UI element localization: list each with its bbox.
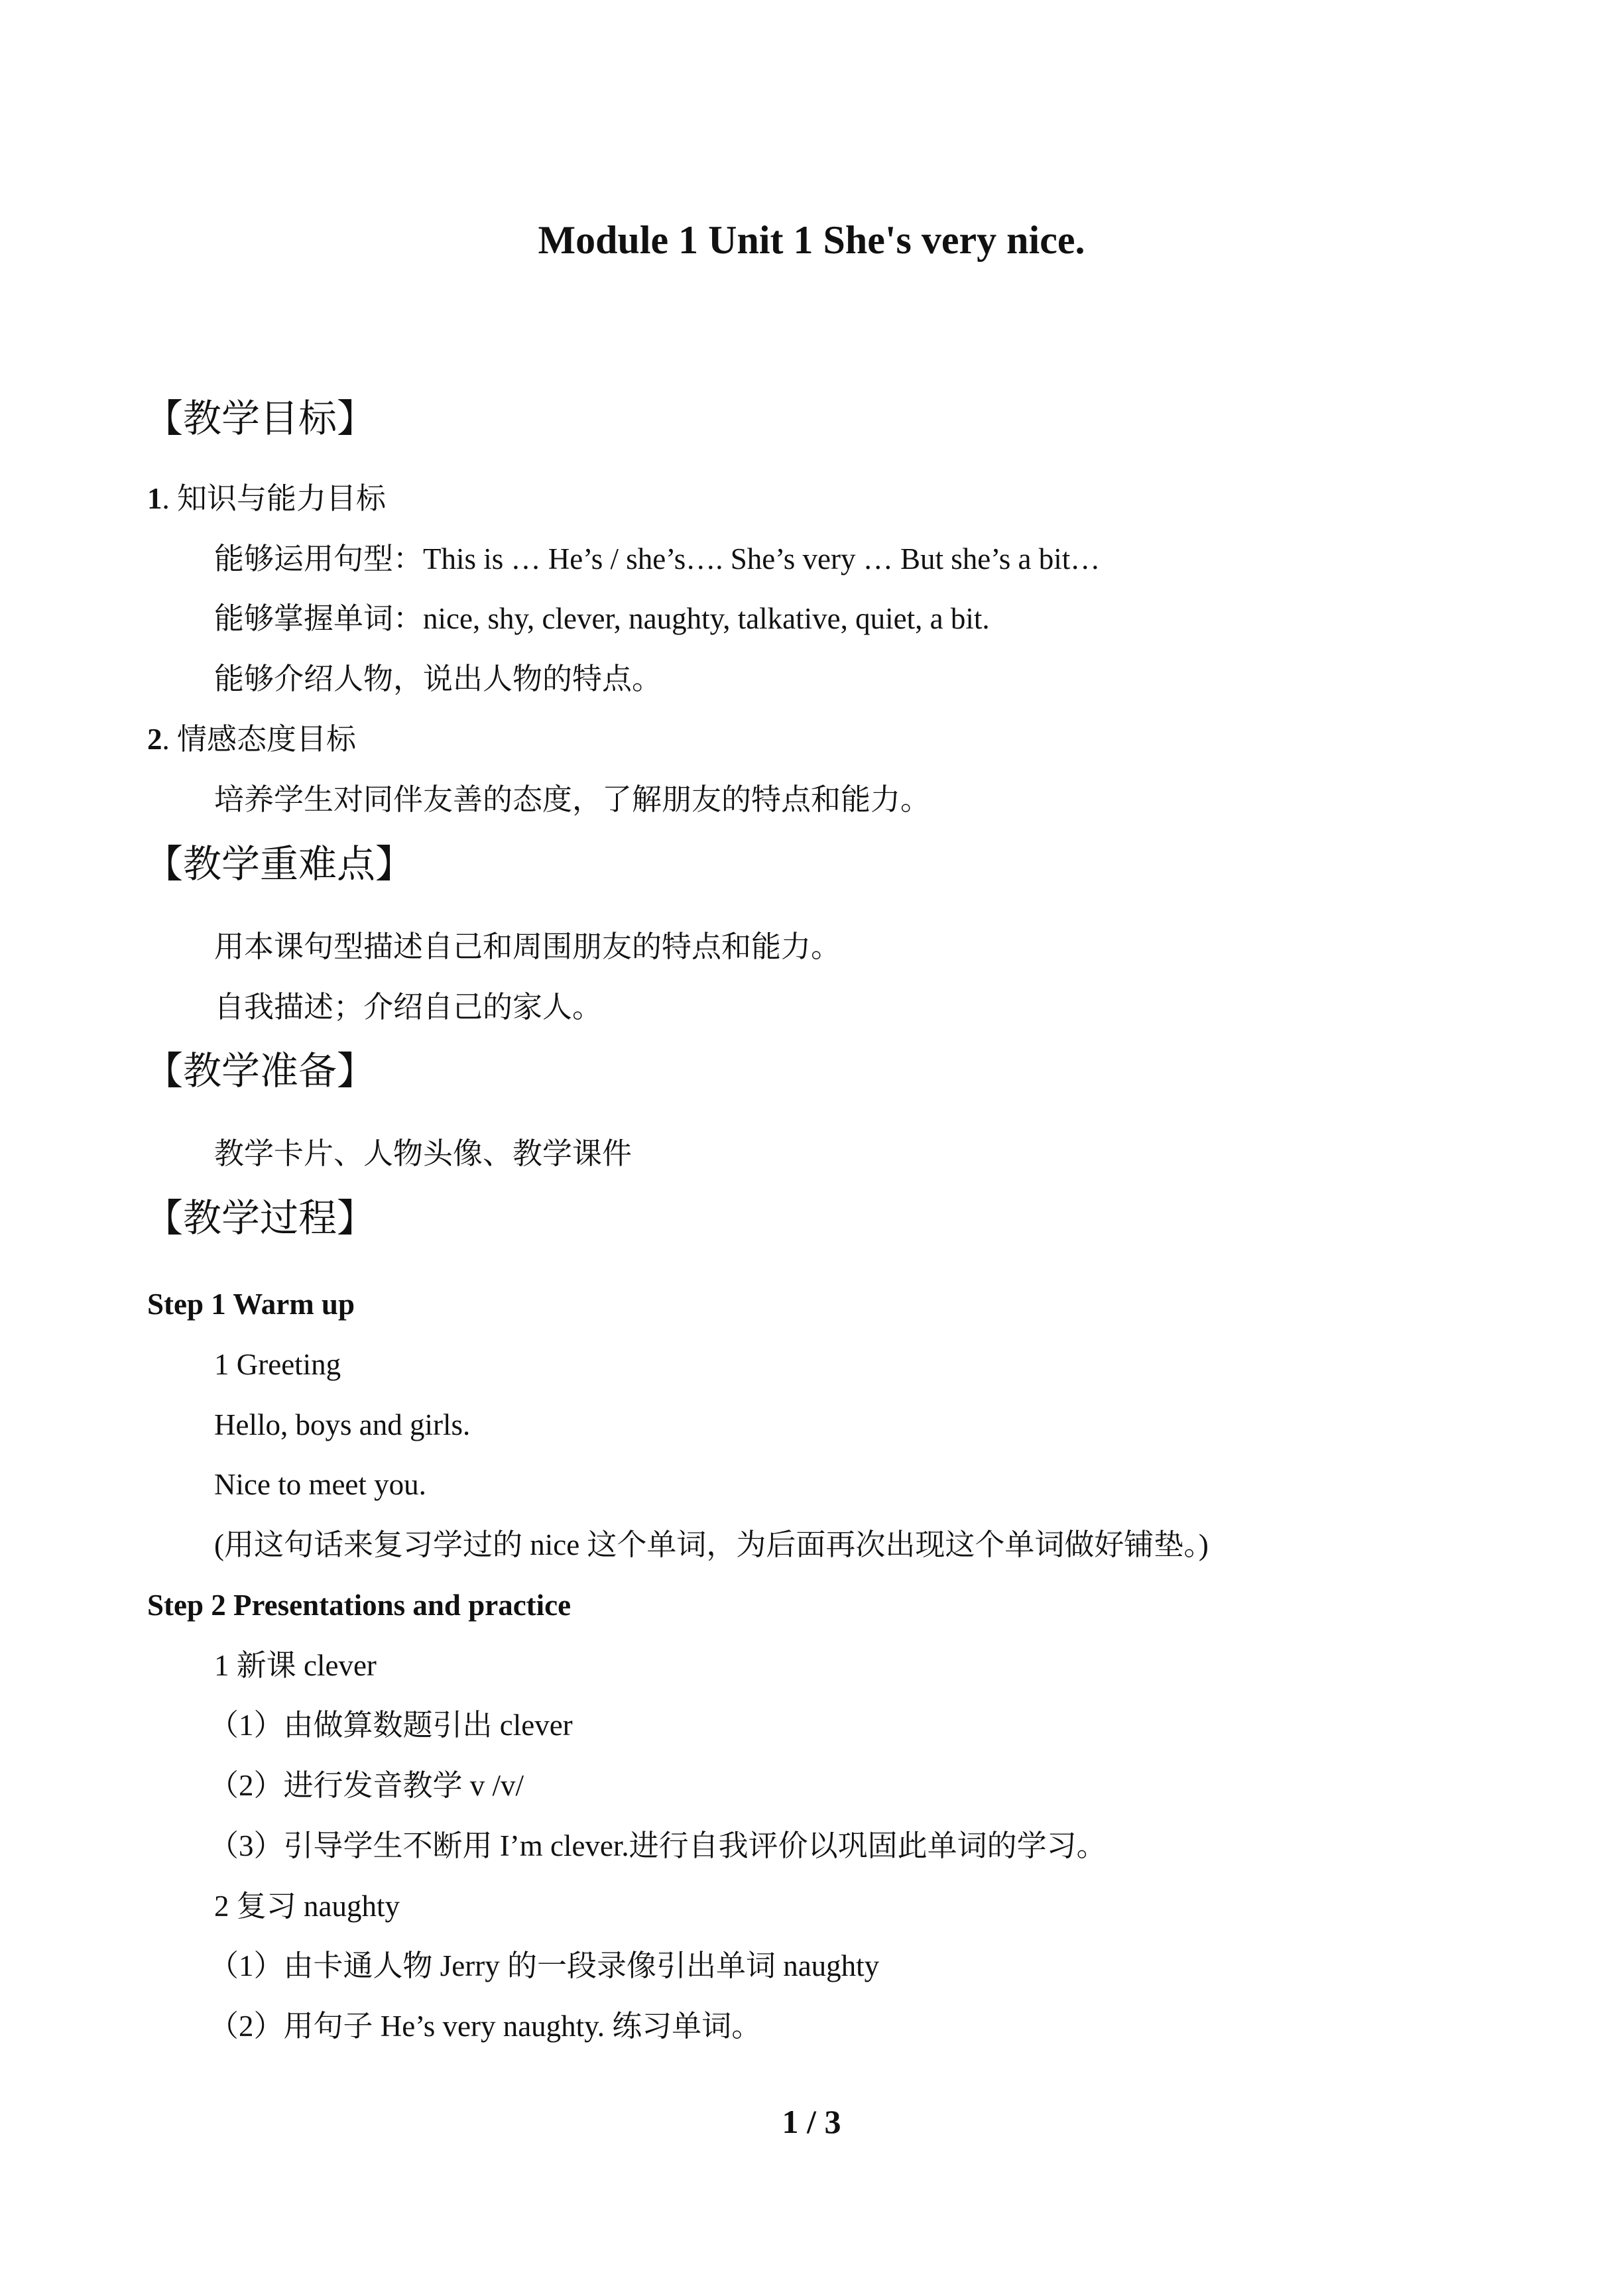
process-line: （3）引导学生不断用 I’m clever.进行自我评价以巩固此单词的学习。 xyxy=(209,1829,1107,1862)
process-line: （1）由做算数题引出 clever xyxy=(209,1709,573,1742)
objective-item-1-number: 1 xyxy=(147,482,162,515)
process-line: Nice to meet you. xyxy=(214,1468,426,1501)
keypoint-line: 用本课句型描述自己和周围朋友的特点和能力。 xyxy=(214,930,841,963)
section-heading-objectives: 【教学目标】 xyxy=(145,397,376,440)
objective-line: 能够运用句型：This is … He’s / she’s…. She’s very … But she’s a bit… xyxy=(214,542,1101,575)
process-line: （2）进行发音教学 v /v/ xyxy=(209,1769,524,1802)
step-1-heading: Step 1 Warm up xyxy=(147,1288,355,1321)
objective-line: 能够介绍人物，说出人物的特点。 xyxy=(214,662,662,695)
objective-item-1-title: . 知识与能力目标 xyxy=(162,482,387,515)
preparation-line: 教学卡片、人物头像、教学课件 xyxy=(214,1137,632,1170)
process-line: 1 新课 clever xyxy=(214,1649,377,1682)
process-line: （2）用句子 He’s very naughty. 练习单词。 xyxy=(209,2010,762,2043)
section-heading-preparation: 【教学准备】 xyxy=(145,1050,376,1093)
objective-item-2-title: . 情感态度目标 xyxy=(162,723,357,756)
keypoint-line: 自我描述；介绍自己的家人。 xyxy=(214,991,603,1024)
objective-item-2 xyxy=(147,719,356,759)
process-line: （1）由卡通人物 Jerry 的一段录像引出单词 naughty xyxy=(209,1949,880,1982)
step-2-heading: Step 2 Presentations and practice xyxy=(147,1589,571,1622)
process-line: 2 复习 naughty xyxy=(214,1890,400,1923)
section-heading-keypoints: 【教学重难点】 xyxy=(145,843,414,886)
objective-item-1 xyxy=(147,479,386,518)
section-heading-process: 【教学过程】 xyxy=(145,1197,376,1240)
process-line: 1 Greeting xyxy=(214,1348,341,1381)
document-title: Module 1 Unit 1 She's very nice. xyxy=(538,218,1085,262)
objective-item-2-number: 2 xyxy=(147,723,162,756)
objective-line: 培养学生对同伴友善的态度，了解朋友的特点和能力。 xyxy=(214,783,931,816)
process-line: Hello, boys and girls. xyxy=(214,1408,471,1441)
objective-line: 能够掌握单词：nice, shy, clever, naughty, talkative, quiet, a bit. xyxy=(214,602,990,635)
page-number: 1 / 3 xyxy=(782,2103,841,2140)
process-line: (用这句话来复习学过的 nice 这个单词，为后面再次出现这个单词做好铺垫。) xyxy=(214,1528,1209,1561)
